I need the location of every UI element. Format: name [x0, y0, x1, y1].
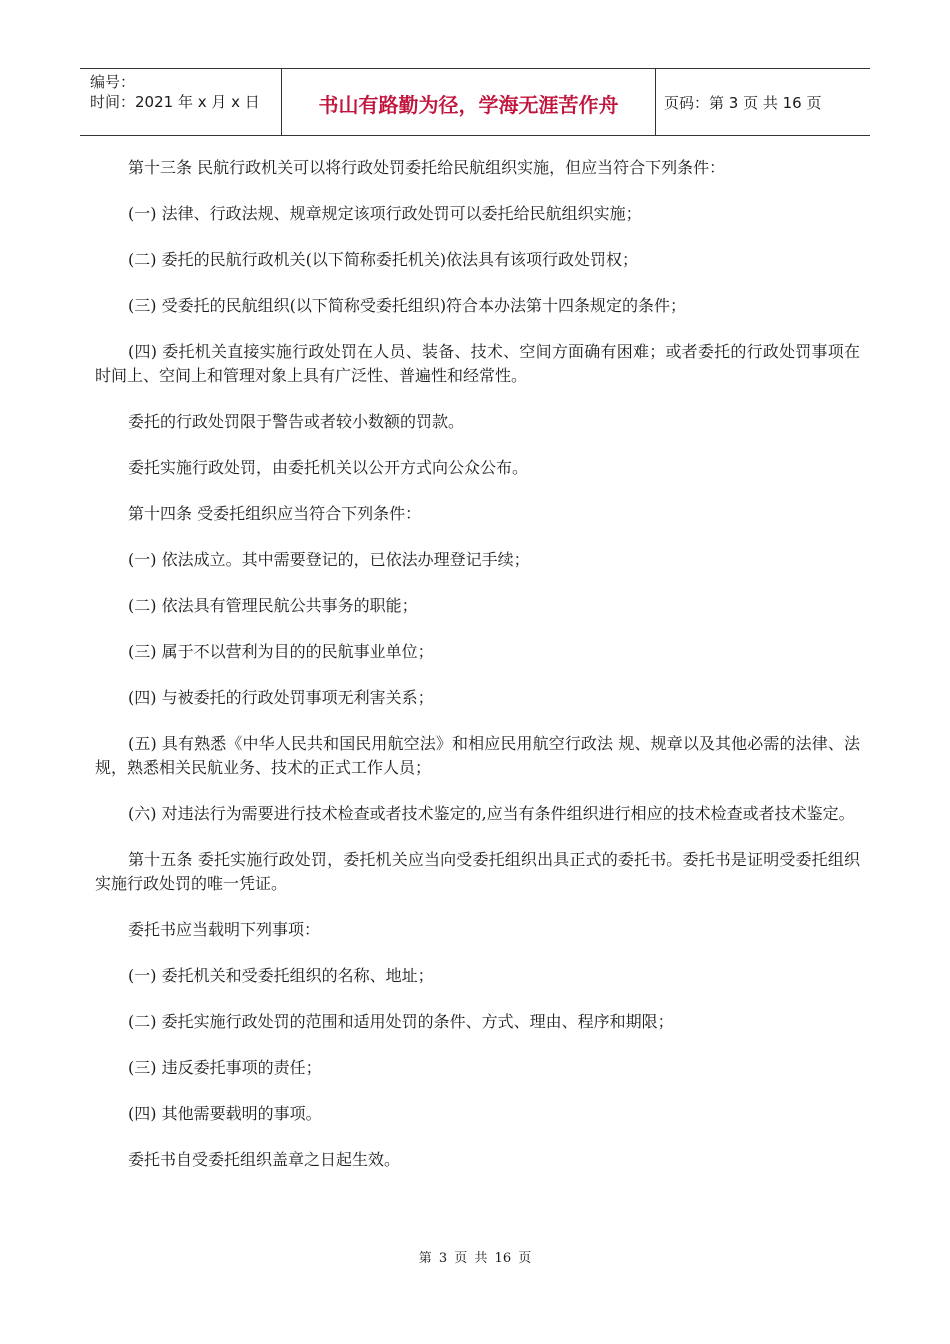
article-13-item-3: (三) 受委托的民航组织(以下简称受委托组织)符合本办法第十四条规定的条件； — [128, 296, 687, 315]
article-14-item-6: (六) 对违法行为需要进行技术检查或者技术鉴定的,应当有条件组织进行相应的技术检查或者技术鉴定。 — [128, 804, 855, 823]
article-15-item-2: (二) 委托实施行政处罚的范围和适用处罚的条件、方式、理由、程序和期限； — [128, 1012, 674, 1031]
article-14-item-5: (五) 具有熟悉《中华人民共和国民用航空法》和相应民用航空行政法 规、规章以及其他必需的法律、法规，熟悉相关民航业务、技术的正式工作人员； — [95, 734, 860, 777]
article-14-intro: 第十四条 受委托组织应当符合下列条件： — [128, 504, 422, 523]
article-14-item-2: (二) 依法具有管理民航公共事务的职能； — [128, 596, 418, 615]
document-body — [95, 156, 860, 1194]
article-13-item-2: (二) 委托的民航行政机关(以下简称委托机关)依法具有该项行政处罚权； — [128, 250, 639, 269]
article-15-item-3: (三) 违反委托事项的责任； — [128, 1058, 322, 1077]
document-number-label: 编号： — [90, 73, 136, 91]
article-15-item-1: (一) 委托机关和受委托组织的名称、地址； — [128, 966, 434, 985]
article-13-item-4: (四) 委托机关直接实施行政处罚在人员、装备、技术、空间方面确有困难；或者委托的行政处罚事项在时间上、空间上和管理对象上具有广泛性、普遍性和经常性。 — [95, 342, 860, 385]
article-13-publication: 委托实施行政处罚，由委托机关以公开方式向公众公布。 — [128, 458, 529, 477]
article-14-item-1: (一) 依法成立。其中需要登记的，已依法办理登记手续； — [128, 550, 530, 569]
article-15-item-4: (四) 其他需要载明的事项。 — [128, 1104, 322, 1123]
header-slogan: 书山有路勤为径，学海无涯苦作舟 — [282, 69, 656, 135]
article-13-limit: 委托的行政处罚限于警告或者较小数额的罚款。 — [128, 412, 465, 431]
article-15-effective: 委托书自受委托组织盖章之日起生效。 — [128, 1150, 401, 1169]
document-date-label: 时间：2021 年 x 月 x 日 — [90, 93, 260, 111]
header-page-info: 页码：第 3 页 共 16 页 — [664, 93, 822, 112]
page-footer: 第 3 页 共 16 页 — [418, 1251, 532, 1266]
header-table — [80, 68, 870, 136]
article-13-item-1: (一) 法律、行政法规、规章规定该项行政处罚可以委托给民航组织实施； — [128, 204, 642, 223]
article-14-item-4: (四) 与被委托的行政处罚事项无利害关系； — [128, 688, 434, 707]
article-13-intro: 第十三条 民航行政机关可以将行政处罚委托给民航组织实施，但应当符合下列条件： — [128, 158, 726, 177]
header-meta-cell — [80, 69, 282, 135]
article-14-item-3: (三) 属于不以营利为目的的民航事业单位； — [128, 642, 434, 661]
article-15-intro: 第十五条 委托实施行政处罚，委托机关应当向受委托组织出具正式的委托书。委托书是证明受委托组织实施行政处罚的唯一凭证。 — [95, 850, 860, 893]
letter-of-entrustment-items-intro: 委托书应当载明下列事项： — [128, 920, 321, 939]
